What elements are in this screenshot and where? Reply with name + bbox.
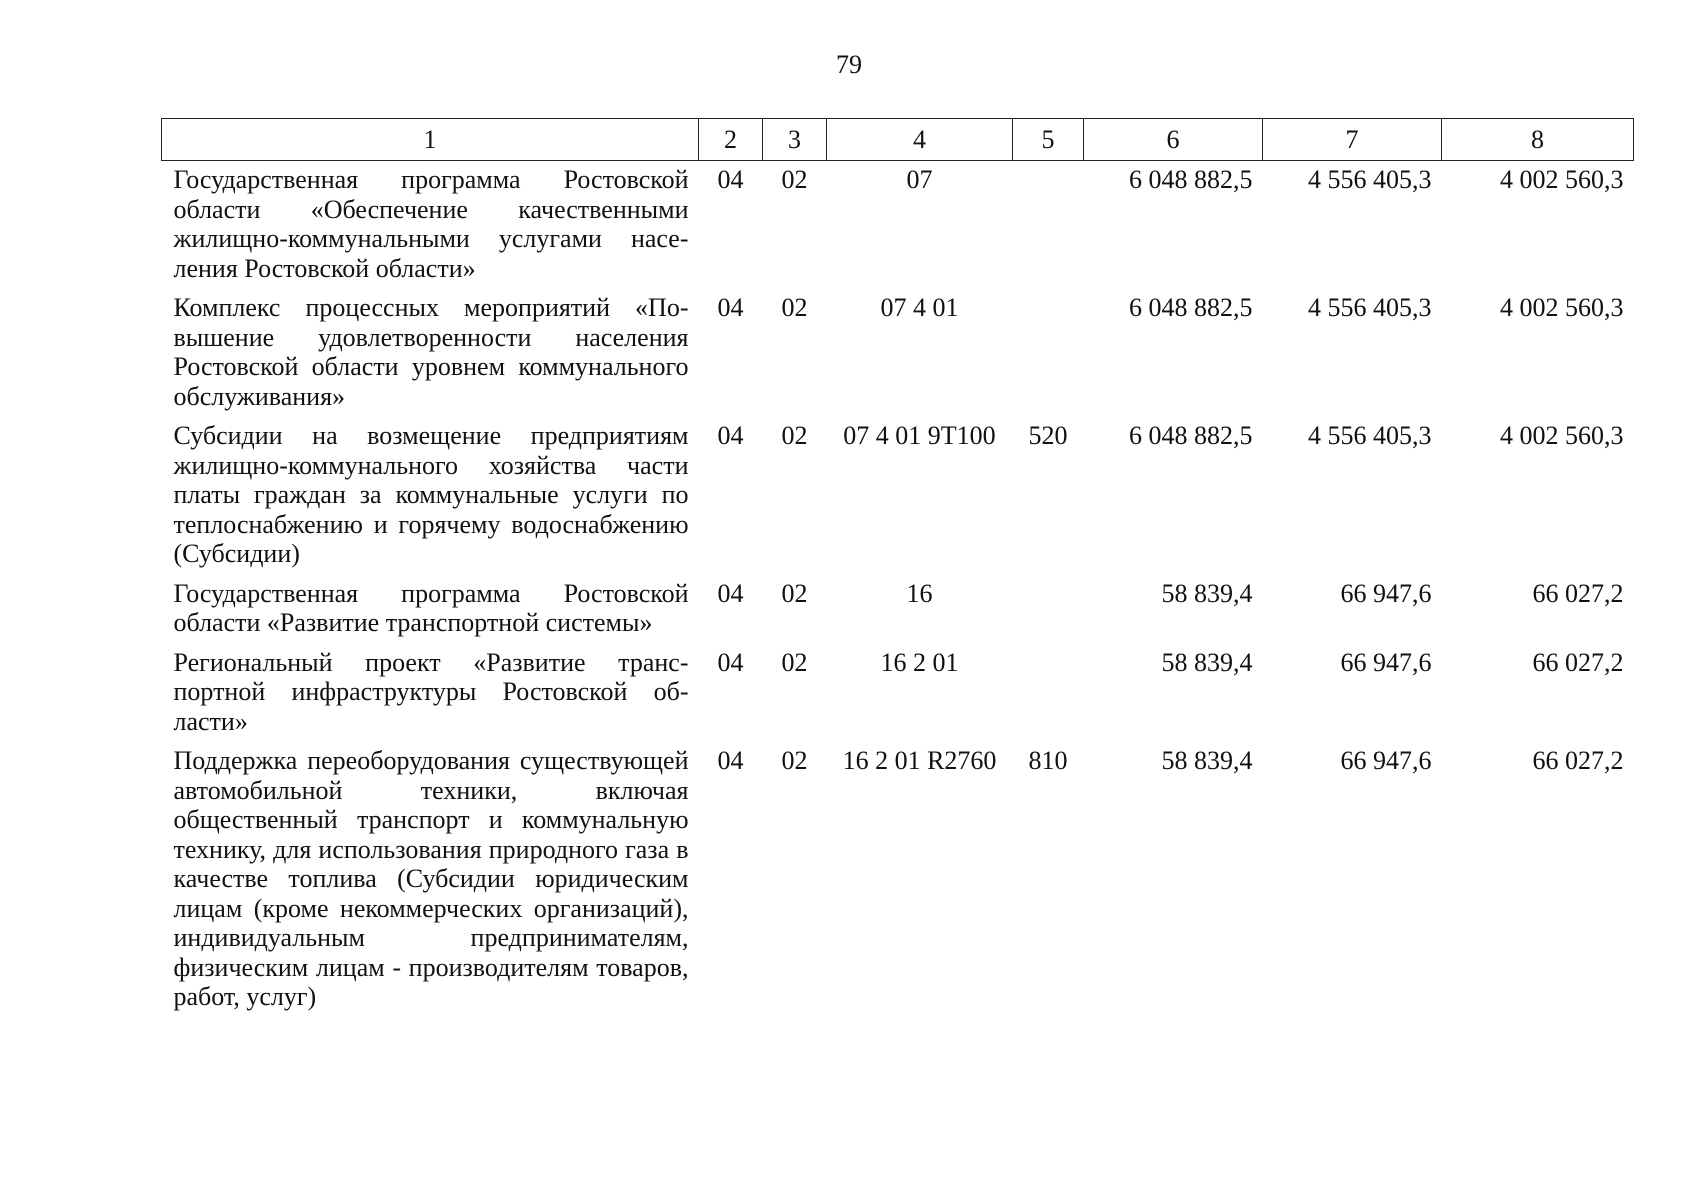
section-code-cell: 04 xyxy=(717,647,744,677)
amount-year1-cell: 58 839,4 xyxy=(1161,578,1253,608)
amount-year2-cell: 4 556 405,3 xyxy=(1308,165,1432,194)
amount-year1-cell: 58 839,4 xyxy=(1161,746,1253,775)
table-row xyxy=(162,579,1634,648)
amount-year2-cell: 66 947,6 xyxy=(1340,578,1432,608)
expense-type-cell: 810 xyxy=(1028,746,1068,775)
section-code-cell: 04 xyxy=(717,165,744,194)
target-article-cell: 16 2 01 R2760 xyxy=(842,746,997,775)
header-cell-7: 7 xyxy=(1263,119,1442,161)
subsection-code-cell: 02 xyxy=(781,578,808,608)
subsection-code-cell: 02 xyxy=(781,293,808,322)
amount-year1-cell: 6 048 882,5 xyxy=(1129,421,1253,450)
amount-year2-cell: 66 947,6 xyxy=(1340,746,1432,775)
amount-year1-cell: 58 839,4 xyxy=(1161,647,1253,677)
section-code-cell: 04 xyxy=(717,421,744,450)
header-cell-6: 6 xyxy=(1084,119,1263,161)
amount-year3-cell: 66 027,2 xyxy=(1532,647,1624,677)
header-cell-8: 8 xyxy=(1442,119,1634,161)
row-name-cell: Государственная программа Ростовской области «Обеспечение качественными жилищно-коммунальными услугами населения Ростовской области» xyxy=(173,165,689,283)
row-name-cell: Комплекс процессных мероприятий «Повышение удовлетворенности населения Ростовской области уровнем коммунального обслуживания» xyxy=(173,293,689,411)
amount-year3-cell: 66 027,2 xyxy=(1532,578,1624,608)
expense-type-cell: 520 xyxy=(1028,421,1068,450)
expense-type-cell xyxy=(1013,293,1084,421)
table-header xyxy=(162,119,1634,161)
header-cell-2: 2 xyxy=(699,119,763,161)
section-code-cell: 04 xyxy=(717,578,744,608)
target-article-cell: 07 4 01 xyxy=(880,293,959,322)
section-code-cell: 04 xyxy=(717,293,744,322)
target-article-cell: 16 2 01 xyxy=(880,647,959,677)
amount-year2-cell: 4 556 405,3 xyxy=(1308,293,1432,322)
section-code-cell: 04 xyxy=(717,746,744,775)
page-number: 79 xyxy=(836,50,862,79)
header-row xyxy=(162,119,1634,161)
row-name-cell: Государственная программа Ростовской области «Развитие транспортной системы» xyxy=(173,578,689,637)
amount-year1-cell: 6 048 882,5 xyxy=(1129,293,1253,322)
target-article-cell: 07 4 01 9Т100 xyxy=(843,421,996,450)
header-cell-1: 1 xyxy=(162,119,699,161)
amount-year2-cell: 66 947,6 xyxy=(1340,647,1432,677)
table-body xyxy=(162,161,1634,1022)
amount-year3-cell: 4 002 560,3 xyxy=(1500,165,1624,194)
expense-type-cell xyxy=(1013,579,1084,648)
amount-year3-cell: 4 002 560,3 xyxy=(1500,293,1624,322)
header-cell-5: 5 xyxy=(1013,119,1084,161)
amount-year2-cell: 4 556 405,3 xyxy=(1308,421,1432,450)
table-row xyxy=(162,421,1634,579)
row-name-cell: Поддержка переоборудования существующей автомобильной техники, включая общественный транспорт и коммунальную технику, для использования природного газа в качестве топлива (Субсидии юридическим лицам (кроме некоммерческих организаций), индивидуальным предпринимателям, физическим лицам - производителям товаров, работ, услуг) xyxy=(173,746,689,1011)
subsection-code-cell: 02 xyxy=(781,421,808,450)
subsection-code-cell: 02 xyxy=(781,647,808,677)
table-row xyxy=(162,293,1634,421)
header-cell-4: 4 xyxy=(827,119,1013,161)
amount-year3-cell: 4 002 560,3 xyxy=(1500,421,1624,450)
target-article-cell: 16 xyxy=(906,578,933,608)
header-cell-3: 3 xyxy=(763,119,827,161)
row-name-cell: Региональный проект «Развитие транспортной инфраструктуры Ростовской области» xyxy=(173,647,689,736)
amount-year1-cell: 6 048 882,5 xyxy=(1129,165,1253,194)
budget-table xyxy=(161,118,1634,1022)
subsection-code-cell: 02 xyxy=(781,746,808,775)
table-row xyxy=(162,161,1634,294)
expense-type-cell xyxy=(1013,161,1084,294)
subsection-code-cell: 02 xyxy=(781,165,808,194)
table-row xyxy=(162,648,1634,747)
target-article-cell: 07 xyxy=(906,165,933,194)
table-row xyxy=(162,746,1634,1022)
row-name-cell: Субсидии на возмещение предприятиям жилищно-коммунального хозяйства части платы граждан за коммунальные услуги по теплоснабжению и горячему водоснабжению (Субсидии) xyxy=(173,421,689,568)
expense-type-cell xyxy=(1013,648,1084,747)
amount-year3-cell: 66 027,2 xyxy=(1532,746,1624,775)
